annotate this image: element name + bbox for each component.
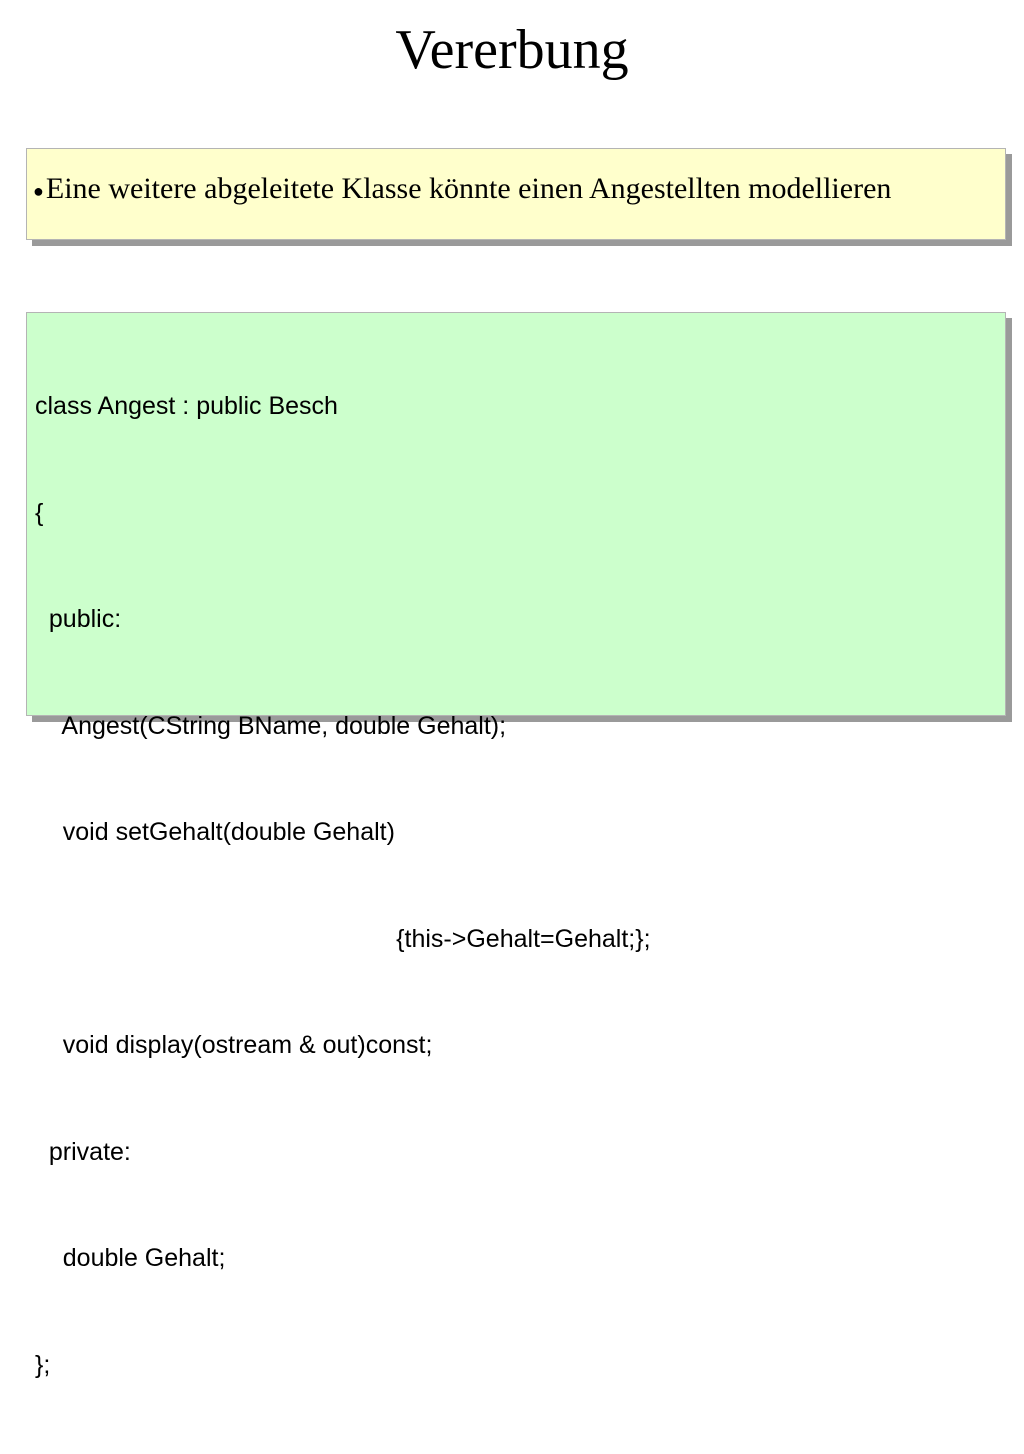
note-text: Eine weitere abgeleitete Klasse könnte einen Angestellten modellieren [45, 172, 892, 205]
code-box [26, 312, 1006, 1379]
code-line: { [35, 498, 44, 527]
code-block [35, 318, 651, 1454]
slide-title: Vererbung [395, 19, 629, 81]
code-line: public: [35, 605, 122, 633]
note-box [26, 148, 1006, 240]
code-line: {this->Gehalt=Gehalt;}; [35, 924, 651, 953]
code-line: void display(ostream & out)const; [35, 1031, 433, 1059]
code-line: private: [35, 1137, 131, 1166]
code-line: void setGehalt(double Gehalt) [35, 818, 395, 846]
code-line: Angest(CString BName, double Gehalt); [35, 711, 507, 740]
code-line: double Gehalt; [35, 1244, 226, 1272]
code-line: class Angest : public Besch [35, 392, 338, 420]
code-line: }; [35, 1350, 51, 1379]
bullet-icon: ● [33, 181, 44, 202]
note-bullet-item [33, 171, 891, 209]
